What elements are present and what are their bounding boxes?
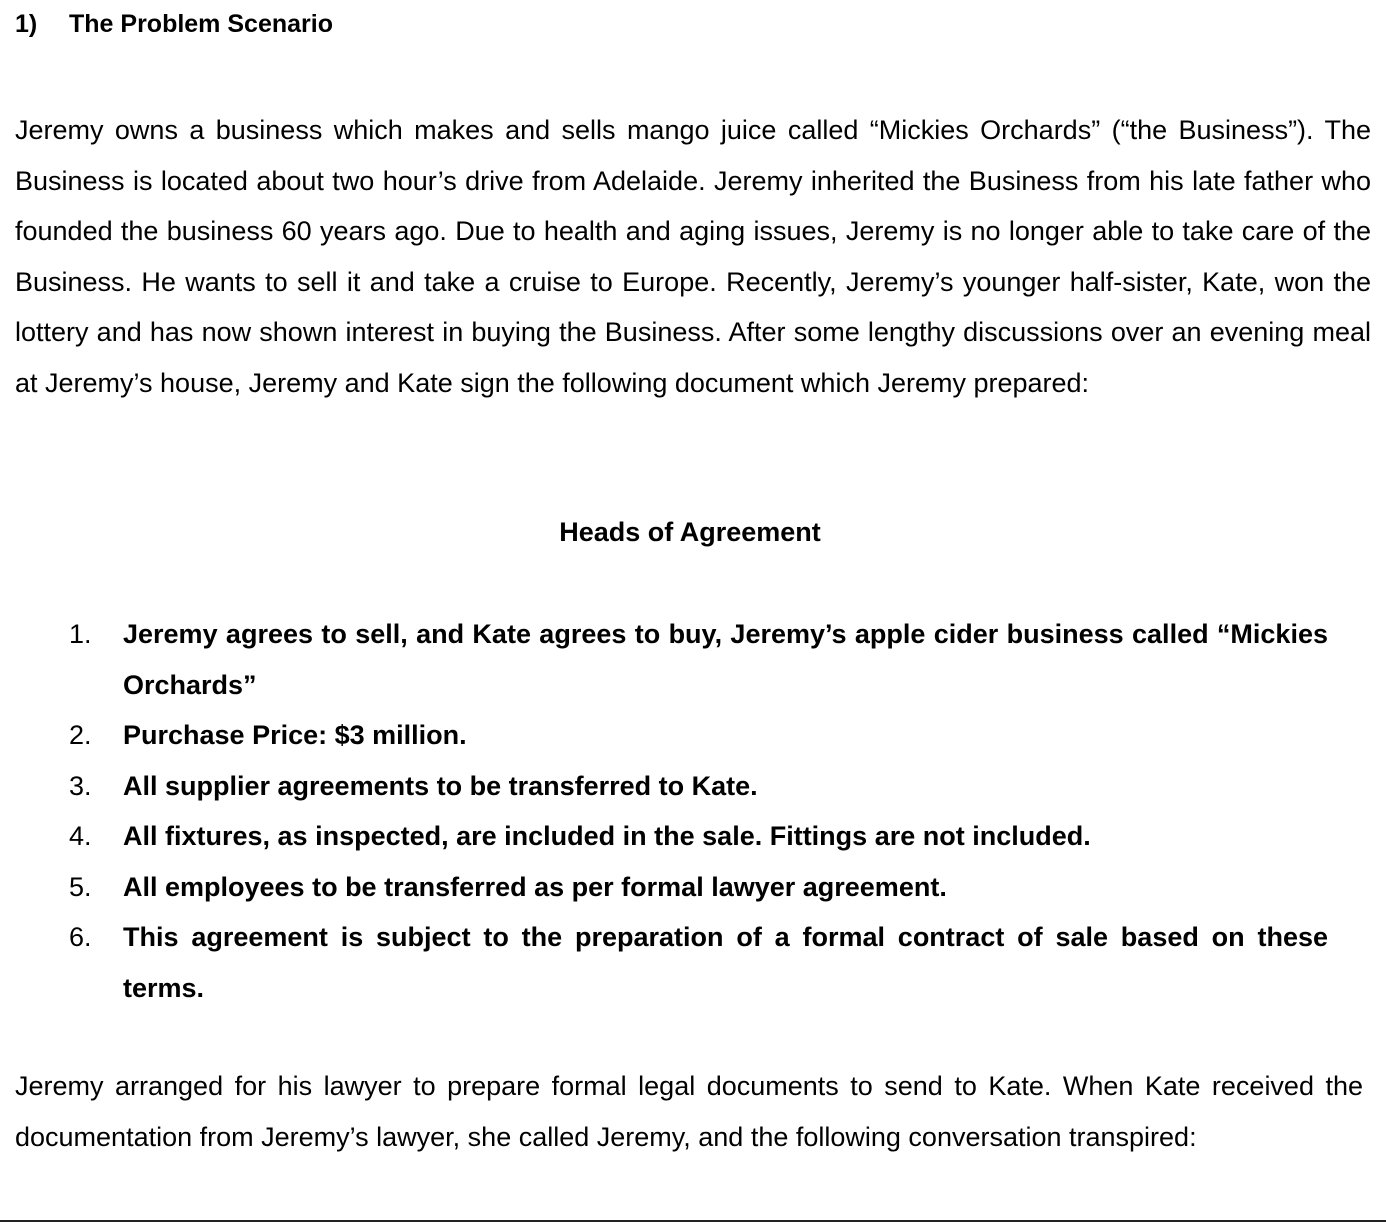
term-number: 2. [69,720,92,750]
agreement-term [15,811,1328,862]
section-number: 1) [15,10,38,38]
term-text: All fixtures, as inspected, are included in the sale. Fittings are not included. [123,821,1091,851]
agreement-term [15,862,1328,913]
section-heading [15,8,333,40]
closing-paragraph: Jeremy arranged for his lawyer to prepare formal legal documents to send to Kate. When Kate received the documentation from Jeremy’s lawyer, she called Jeremy, and the following conversation transpired: [15,1071,1363,1152]
intro-paragraph: Jeremy owns a business which makes and sells mango juice called “Mickies Orchards” (“the Business”). The Business is located about two hour’s drive from Adelaide. Jeremy inherited the Business from his late father who founded the business 60 years ago. Due to health and aging issues, Jeremy is no longer able to take care of the Business. He wants to sell it and take a cruise to Europe. Recently, Jeremy’s younger half-sister, Kate, won the lottery and has now shown interest in buying the Business. After some lengthy discussions over an evening meal at Jeremy’s house, Jeremy and Kate sign the following document which Jeremy prepared: [15,115,1371,398]
term-number: 4. [69,821,92,851]
agreement-term [15,912,1328,1013]
bottom-divider [0,1220,1386,1222]
term-number: 1. [69,619,92,649]
agreement-terms-list [15,609,1328,1013]
agreement-term [15,761,1328,812]
term-number: 6. [69,922,92,952]
document-page [15,0,1371,1220]
agreement-term [15,710,1328,761]
term-text: This agreement is subject to the preparation of a formal contract of sale based on these terms. [123,922,1328,1003]
agreement-title: Heads of Agreement [559,517,821,547]
term-text: Purchase Price: $3 million. [123,720,467,750]
term-number: 3. [69,770,92,801]
agreement-term [15,609,1328,710]
term-text: All employees to be transferred as per formal lawyer agreement. [123,871,947,902]
term-text: All supplier agreements to be transferred to Kate. [123,770,758,801]
term-text: Jeremy agrees to sell, and Kate agrees to buy, Jeremy’s apple cider business called “Mickies Orchards” [123,619,1328,700]
section-title: The Problem Scenario [69,10,333,38]
term-number: 5. [69,871,92,902]
